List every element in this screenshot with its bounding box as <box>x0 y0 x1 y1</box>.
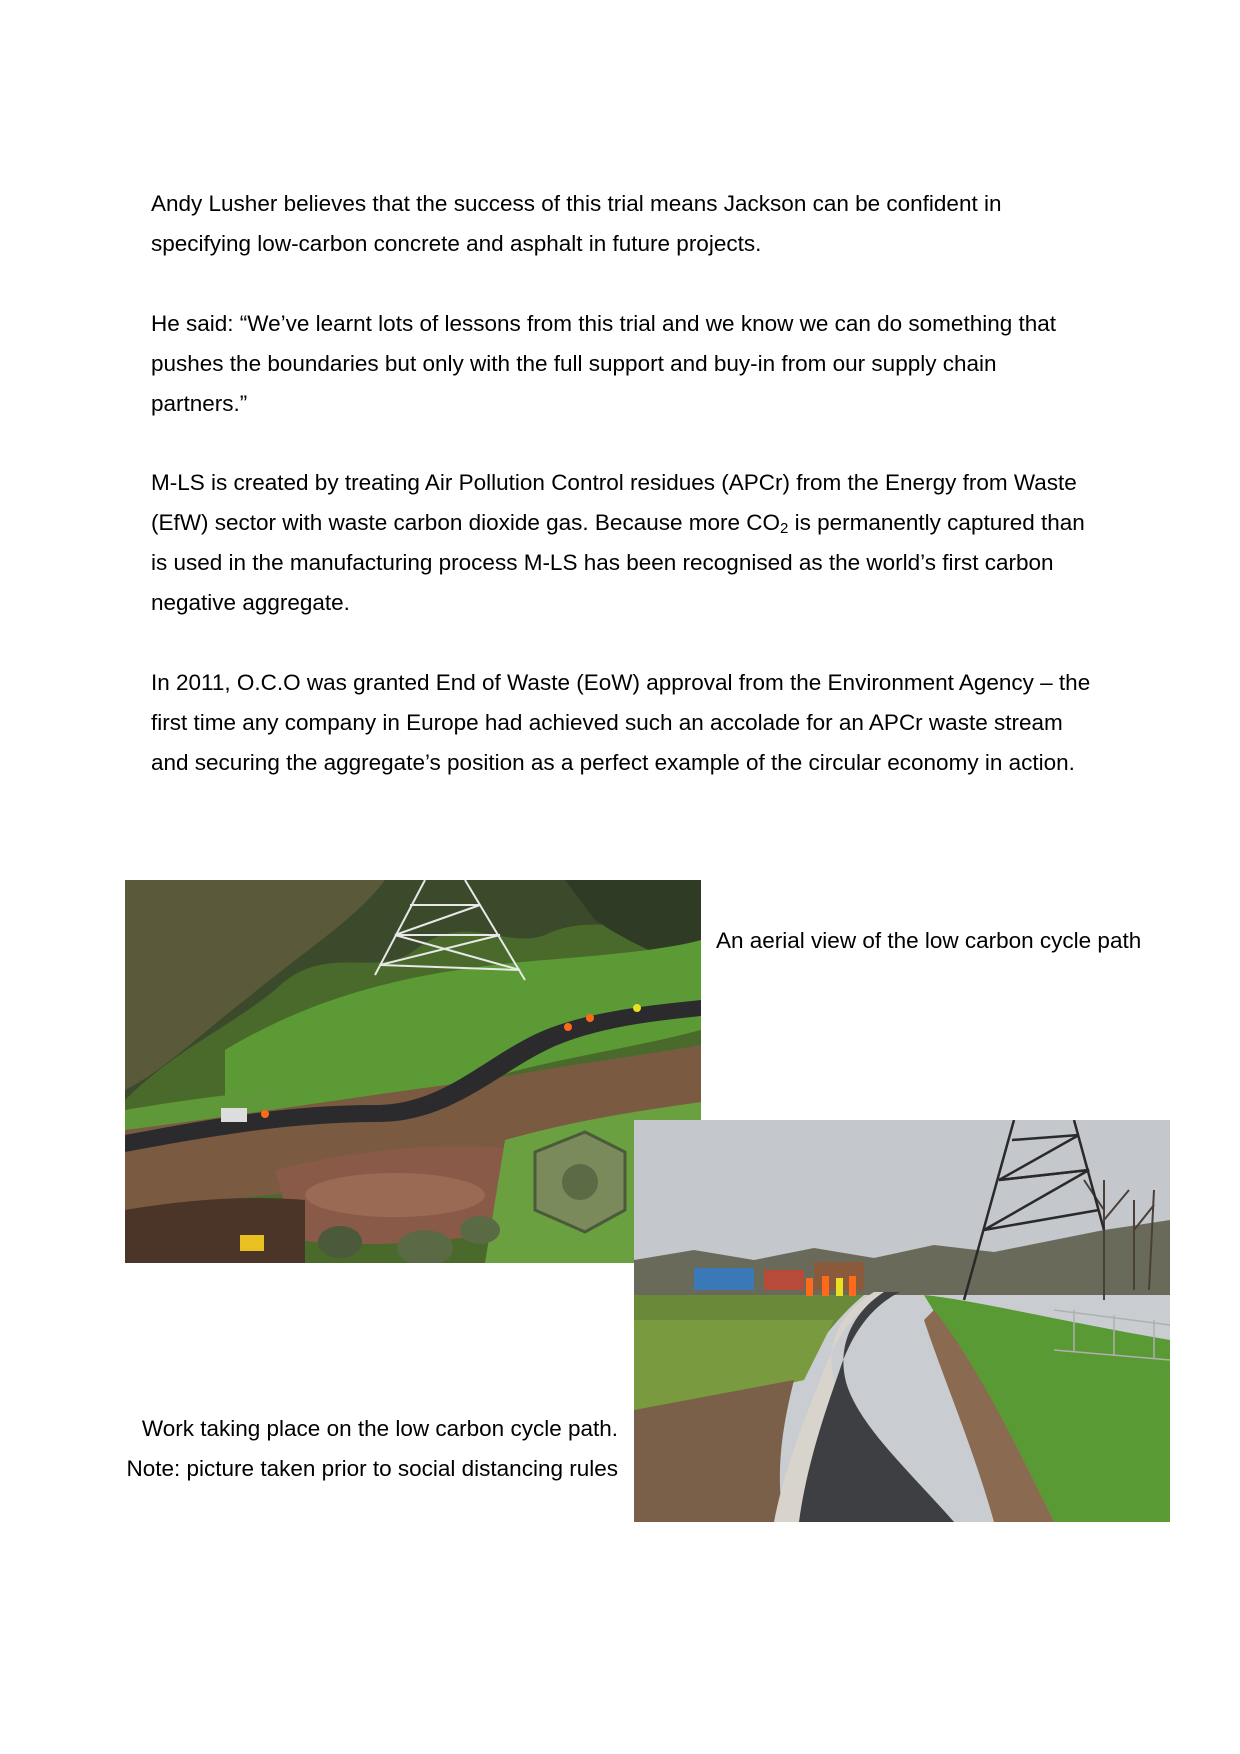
mls-text-after: is permanently captured than is used in the manufacturing process M-LS has been recognised as the world’s first carbon negative aggregate. <box>151 510 1085 615</box>
co2-subscript: 2 <box>780 520 789 537</box>
paragraph-lusher-quote-intro: Andy Lusher believes that the success of this trial means Jackson can be confident in specifying low-carbon concrete and asphalt in future projects. <box>151 191 1002 256</box>
work-caption-line-1: Work taking place on the low carbon cycle path. <box>141 1416 618 1441</box>
paragraph-mls-description <box>151 463 1091 623</box>
work-photo-caption <box>100 1409 618 1489</box>
aerial-cycle-path-photo <box>125 880 701 1263</box>
paragraph-end-of-waste: In 2011, O.C.O was granted End of Waste (EoW) approval from the Environment Agency – the first time any company in Europe had achieved such an accolade for an APCr waste stream and securing the aggregate’s position as a perfect example of the circular economy in action. <box>151 670 1091 775</box>
aerial-photo-caption: An aerial view of the low carbon cycle path <box>716 928 1142 953</box>
work-caption-line-2: Note: picture taken prior to social distancing rules <box>126 1456 618 1481</box>
mls-text-before: M-LS is created by treating Air Pollution Control residues (APCr) from the Energy from Waste (EfW) sector with waste carbon dioxide gas. Because more CO <box>151 470 1077 535</box>
work-on-cycle-path-photo <box>634 1120 1170 1522</box>
paragraph-lusher-quote: He said: “We’ve learnt lots of lessons from this trial and we know we can do something that pushes the boundaries but only with the full support and buy-in from our supply chain partners.” <box>151 311 1057 416</box>
